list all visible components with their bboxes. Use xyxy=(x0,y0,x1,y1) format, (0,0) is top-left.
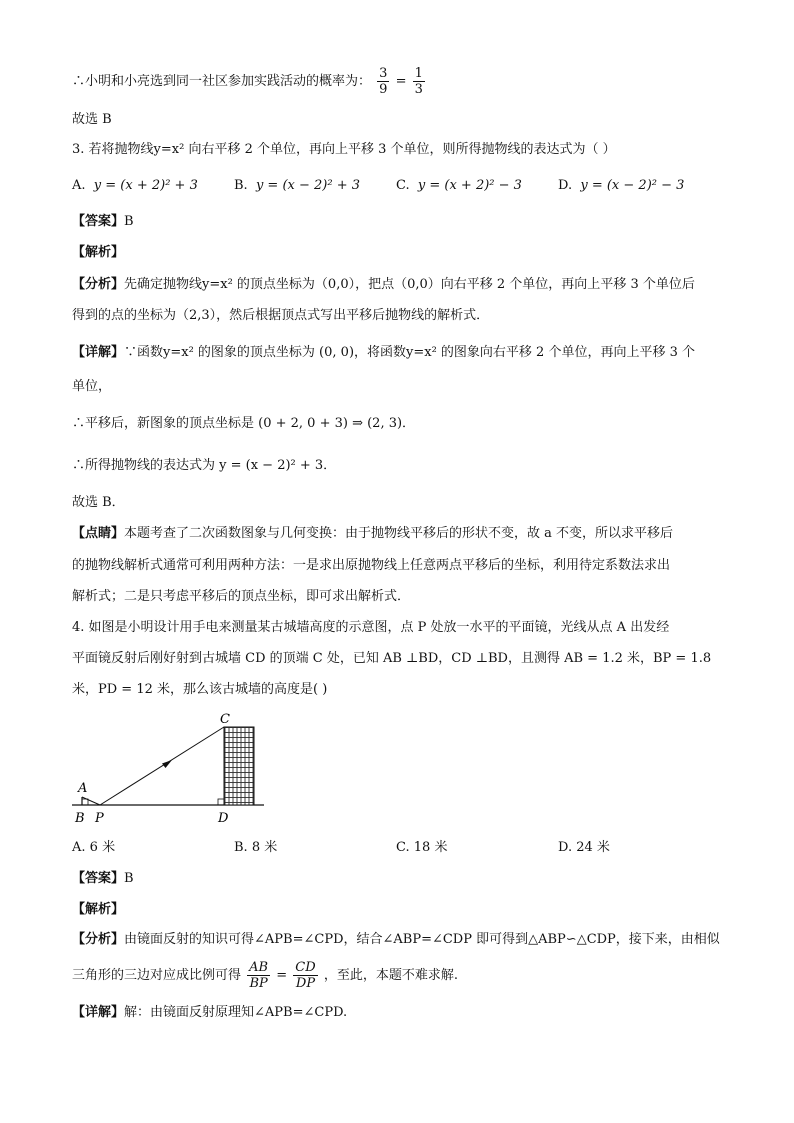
label-p: P xyxy=(95,811,104,826)
q3-comment-line1: 【点睛】本题考查了二次函数图象与几何变换：由于抛物线平移后的形状不变，故 a 不变，所以求平移后 xyxy=(72,526,674,541)
q3-answer: 【答案】B xyxy=(72,214,134,229)
fraction-ab-bp: $\frac{AB}{BP}$ xyxy=(249,960,269,991)
fraction-3-9: $\frac{3}{9}$ xyxy=(379,66,388,97)
q3-options xyxy=(72,176,722,198)
q3-option-b: B. y = (x − 2)² + 3 xyxy=(234,178,360,193)
q4-stem-line1: 4. 如图是小明设计用手电来测量某古城墙高度的示意图，点 P 处放一水平的平面镜，光线从点 A 出发经 xyxy=(72,620,670,635)
q4-analysis-heading: 【解析】 xyxy=(72,902,125,917)
castle-wall-figure xyxy=(72,708,272,828)
right-angle-b xyxy=(82,799,88,805)
q4-answer: 【答案】B xyxy=(72,871,134,886)
q3-select: 故选 B． xyxy=(72,495,125,510)
q4-option-c: C. 18 米 xyxy=(396,840,448,855)
q4-stem-line2: 平面镜反射后刚好射到古城墙 CD 的顶端 C 处，已知 AB ⊥BD，CD ⊥BD，且测得 AB = 1.2 米，BP = 1.8 xyxy=(72,651,712,666)
probability-conclusion xyxy=(72,62,427,102)
q3-option-a: A. y = (x + 2)² + 3 xyxy=(72,178,198,193)
q4-stem-line3: 米，PD = 12 米，那么该古城墙的高度是( ) xyxy=(72,682,328,697)
q3-fenxi-line2: 得到的点的坐标为（2,3），然后根据顶点式写出平移后抛物线的解析式． xyxy=(72,308,490,323)
q3-option-c: C. y = (x + 2)² − 3 xyxy=(396,178,522,193)
q4-option-a: A. 6 米 xyxy=(72,840,116,855)
q4-option-d: D. 24 米 xyxy=(558,840,610,855)
q3-detail-line4: ∴所得抛物线的表达式为 y = (x − 2)² + 3． xyxy=(72,458,337,473)
select-b-line: 故选 B xyxy=(72,112,112,127)
label-a: A xyxy=(78,781,88,796)
reflected-ray xyxy=(100,727,224,805)
incident-ray xyxy=(82,797,100,805)
q3-fenxi-line1: 【分析】先确定抛物线y=x² 的顶点坐标为（0,0），把点（0,0）向右平移 2 个单位，再向上平移 3 个单位后 xyxy=(72,277,695,292)
equals-sign: = xyxy=(395,74,407,89)
q4-fenxi-line1: 【分析】由镜面反射的知识可得∠APB=∠CPD，结合∠ABP=∠CDP 即可得到△ABP∽△CDP，接下来，由相似 xyxy=(72,932,720,947)
label-b: B xyxy=(75,811,85,826)
q3-detail-line1: 【详解】∵函数y=x² 的图象的顶点坐标为 (0, 0)，将函数y=x² 的图象向右平移 2 个单位，再向上平移 3 个 xyxy=(72,345,695,360)
right-angle-d xyxy=(218,799,224,805)
fraction-cd-dp: $\frac{CD}{DP}$ xyxy=(295,960,316,991)
q3-option-d: D. y = (x − 2)² − 3 xyxy=(558,178,685,193)
q3-comment-line2: 的抛物线解析式通常可利用两种方法：一是求出原抛物线上任意两点平移后的坐标，利用待定系数法求出 xyxy=(72,558,671,573)
q3-detail-line2: 单位， xyxy=(72,379,112,394)
q3-comment-line3: 解析式；二是只考虑平移后的顶点坐标，即可求出解析式． xyxy=(72,589,411,604)
label-d: D xyxy=(218,811,229,826)
fraction-1-3: $\frac{1}{3}$ xyxy=(414,66,423,97)
label-c: C xyxy=(220,712,230,727)
q3-stem: 3. 若将抛物线y=x² 向右平移 2 个单位，再向上平移 3 个单位，则所得抛物线的表达式为（ ） xyxy=(72,142,616,157)
q4-detail-line1: 【详解】解：由镜面反射原理知∠APB=∠CPD. xyxy=(72,1005,348,1020)
q3-detail-line3: ∴平移后，新图象的顶点坐标是 (0 + 2, 0 + 3) ⇒ (2, 3)． xyxy=(72,416,416,431)
ray-arrow xyxy=(162,760,172,768)
probability-text: ∴小明和小亮选到同一社区参加实践活动的概率为： xyxy=(72,74,372,89)
q3-analysis-heading: 【解析】 xyxy=(72,245,125,260)
q4-fenxi-line2: 三角形的三边对应成比例可得 $\frac{AB}{BP}$ = $\frac{CD}{DP}$ ，至此，本题不难求解. xyxy=(72,960,458,991)
castle-wall xyxy=(224,727,254,805)
q4-option-b: B. 8 米 xyxy=(234,840,278,855)
q4-options xyxy=(72,838,722,860)
